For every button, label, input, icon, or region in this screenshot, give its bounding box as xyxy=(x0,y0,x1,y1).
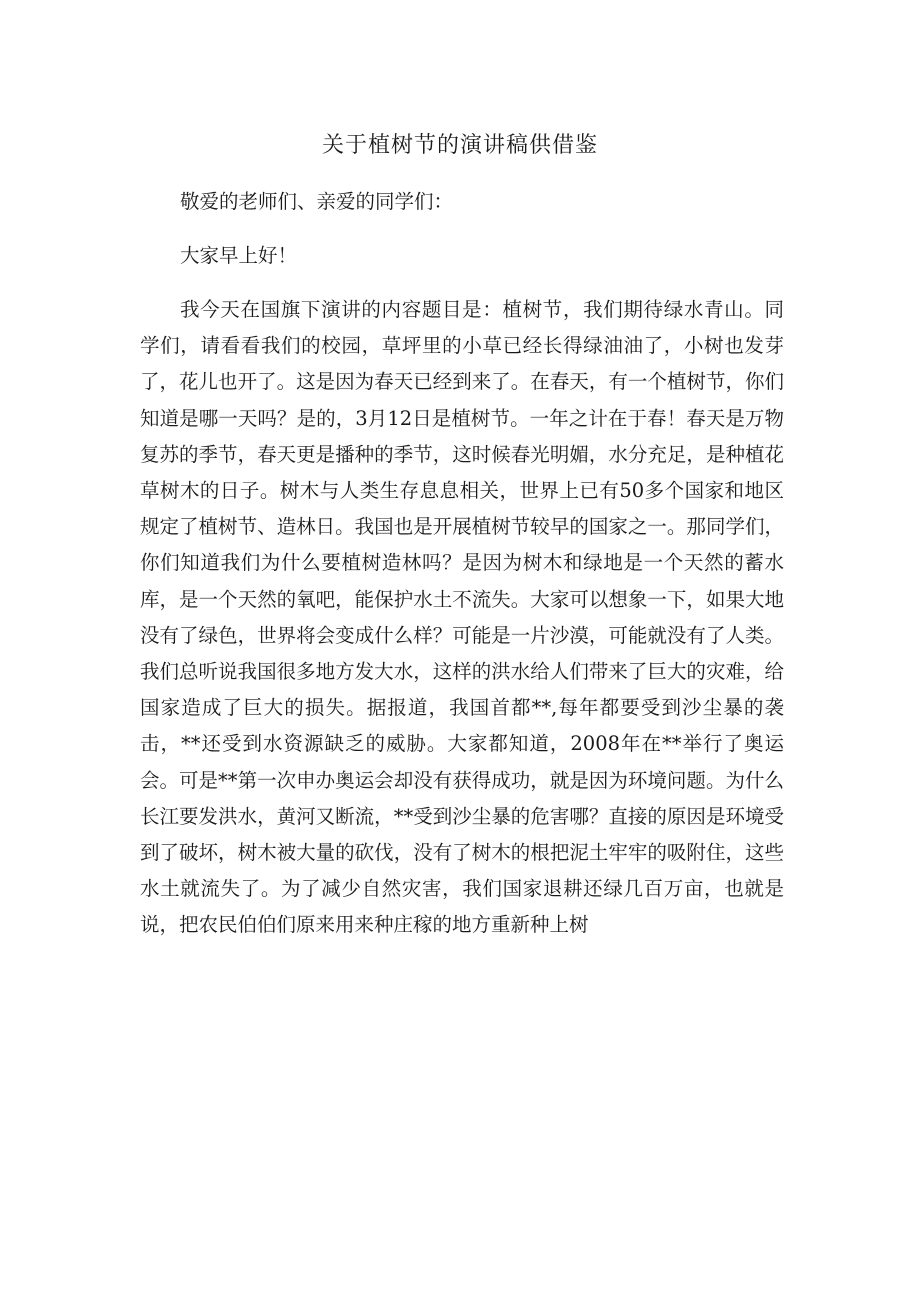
body-paragraph: 我今天在国旗下演讲的内容题目是：植树节，我们期待绿水青山。同学们，请看看我们的校园，草坪里的小草已经长得绿油油了，小树也发芽了，花儿也开了。这是因为春天已经到来了。在春天，有一个植树节，你们知道是哪一天吗？是的，3月12日是植树节。一年之计在于春！春天是万物复苏的季节，春天更是播种的季节，这时候春光明媚，水分充足，是种植花草树木的日子。树木与人类生存息息相关，世界上已有50多个国家和地区规定了植树节、造林日。我国也是开展植树节较早的国家之一。那同学们，你们知道我们为什么要植树造林吗？是因为树木和绿地是一个天然的蓄水库，是一个天然的氧吧，能保护水土不流失。大家可以想象一下，如果大地没有了绿色，世界将会变成什么样？可能是一片沙漠，可能就没有了人类。我们总听说我国很多地方发大水，这样的洪水给人们带来了巨大的灾难，给国家造成了巨大的损失。据报道，我国首都**,每年都要受到沙尘暴的袭击，**还受到水资源缺乏的威胁。大家都知道，2008年在**举行了奥运会。可是**第一次申办奥运会却没有获得成功，就是因为环境问题。为什么长江要发洪水，黄河又断流，**受到沙尘暴的危害哪？直接的原因是环境受到了破坏，树木被大量的砍伐，没有了树木的根把泥土牢牢的吸附住，这些水土就流失了。为了减少自然灾害，我们国家退耕还绿几百万亩，也就是说，把农民伯伯们原来用来种庄稼的地方重新种上树 xyxy=(140,298,784,937)
salutation-line: 大家早上好！ xyxy=(180,244,298,267)
document-title: 关于植树节的演讲稿供借鉴 xyxy=(321,133,598,158)
greeting-line: 敬爱的老师们、亲爱的同学们： xyxy=(180,190,454,213)
